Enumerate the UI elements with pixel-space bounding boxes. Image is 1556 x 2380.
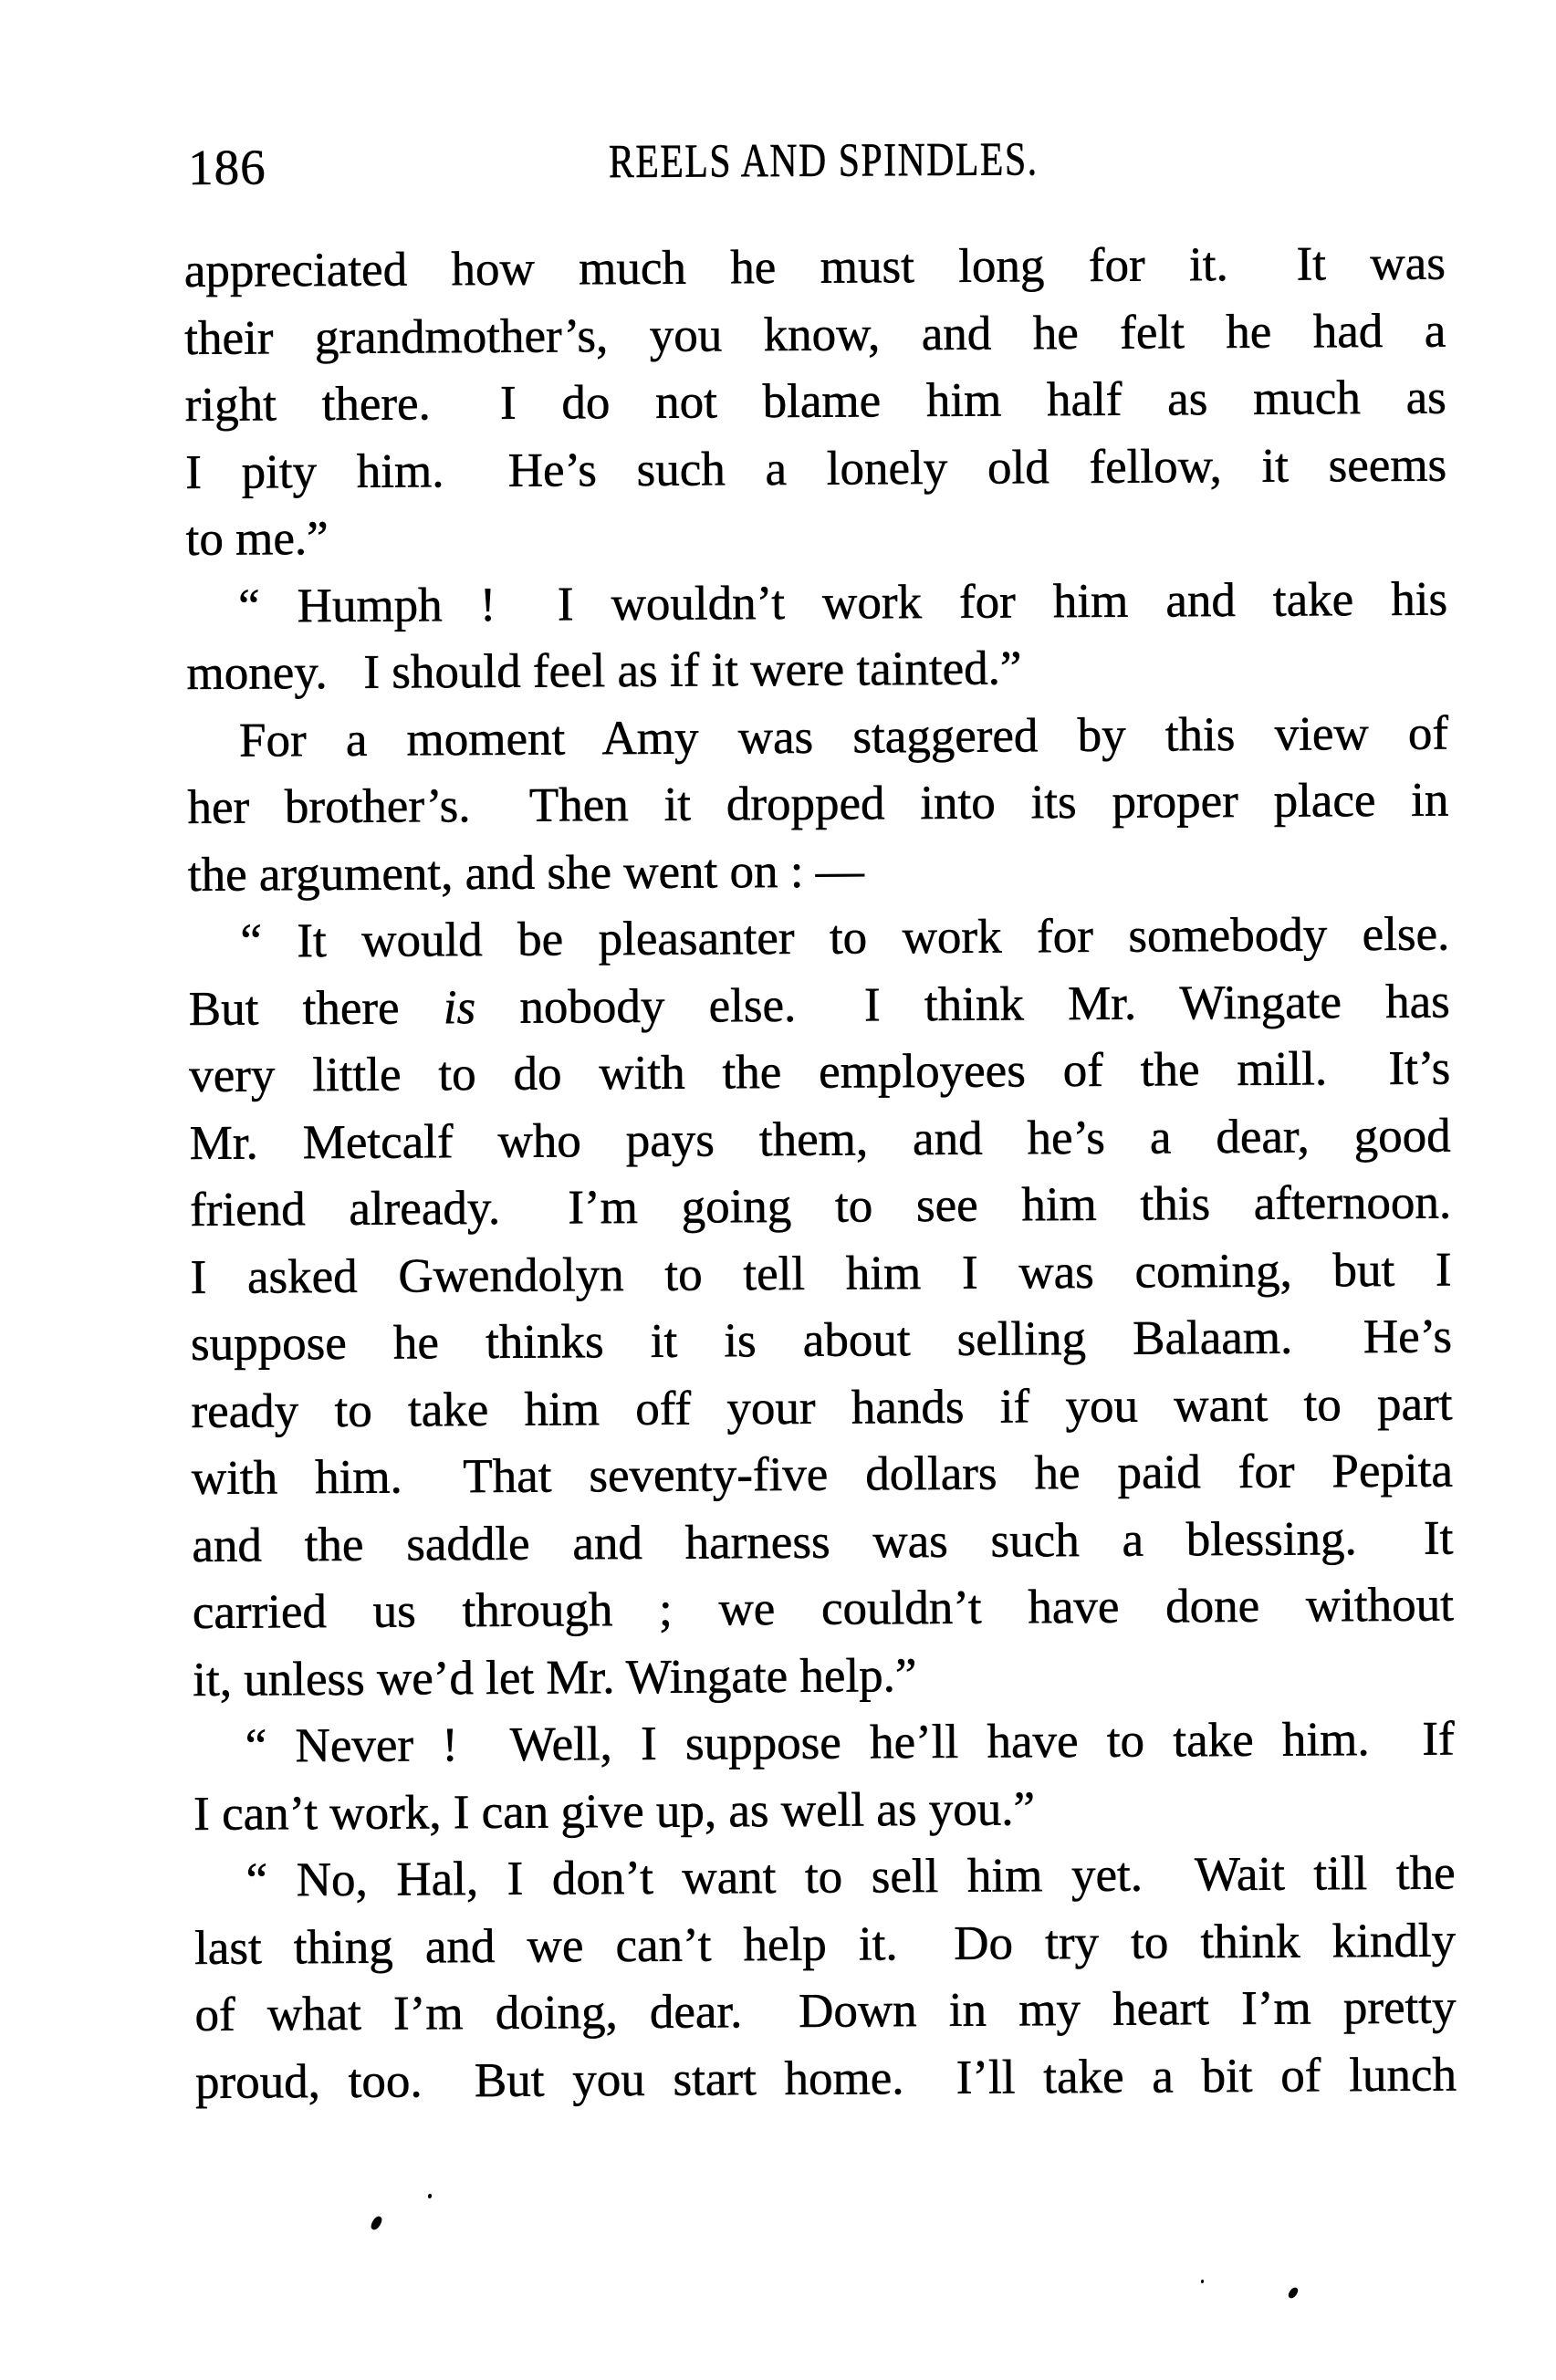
text-line [193,1841,1455,1915]
text-line [184,298,1446,372]
text-line [189,1036,1450,1111]
line-text: appreciated how much he must long for it. It was [183,236,1446,298]
line-text: the argument, and she went on : — [187,843,864,902]
line-text: ready to take him off your hands if you want to part [191,1377,1453,1438]
line-text: money. I should feel as if it were tainted.” [186,642,1022,701]
line-text: friend already. I’m going to see him this afternoon. [189,1175,1452,1237]
line-text: nobody else. I think Mr. Wingate has [475,975,1450,1034]
line-text: But there [188,980,444,1036]
line-text: Mr. Metcalf who pays them, and he’s a dear, good [189,1109,1451,1170]
scan-speck [1201,2280,1204,2283]
line-text: carried us through ; we couldn’t have done without [192,1578,1455,1639]
text-line [187,700,1448,775]
line-text: her brother’s. Then it dropped into its proper place in [187,773,1449,835]
line-text: “ It would be pleasanter to work for somebody else. [240,907,1450,968]
line-text: I can’t work, I can give up, as well as you.” [193,1781,1036,1841]
text-line [185,499,1446,574]
line-text: right there. I do not blame him half as much as [184,371,1446,433]
line-text: suppose he thinks it is about selling Balaam. He’s [190,1310,1453,1371]
text-line [192,1505,1453,1580]
text-line [190,1237,1451,1311]
italic-word: is [443,980,476,1034]
text-line [184,231,1446,306]
text-line [194,1907,1456,1982]
line-text: of what I’m doing, dear. Down in my heart I’m pretty [194,1980,1457,2041]
line-text: I pity him. He’s such a lonely old fellow, it seems [185,438,1447,499]
text-line [189,1102,1450,1177]
line-text: “ Humph ! I wouldn’t work for him and take his [237,572,1448,633]
line-text: very little to do with the employees of the mill. It’s [189,1041,1451,1103]
text-line [185,432,1446,506]
line-text: their grandmother’s, you know, and he felt he had a [184,304,1446,365]
line-text: it, unless we’d let Mr. Wingate help.” [193,1648,917,1707]
text-line [195,2041,1457,2116]
text-line [194,1975,1456,2050]
text-line [186,633,1447,708]
line-text: “ No, Hal, I don’t want to sell him yet. Wait till the [245,1846,1456,1907]
text-line [188,834,1449,909]
line-text: “ Never ! Well, I suppose he’ll have to take him. If [245,1712,1455,1773]
text-line [185,365,1446,440]
text-line [189,968,1450,1043]
text-line [193,1572,1454,1647]
line-text: with him. That seventy-five dollars he paid for Pepita [191,1444,1454,1505]
page-body [184,231,1457,2116]
text-line [192,1438,1453,1513]
text-line [191,1371,1452,1446]
scan-speck [428,2194,432,2198]
line-text: and the saddle and harness was such a blessing. It [192,1511,1454,1572]
line-text: I asked Gwendolyn to tell him I was coming, but I [190,1243,1452,1304]
text-line [186,566,1447,641]
running-title: REELS AND SPINDLES. [608,133,1039,189]
text-line [193,1773,1455,1848]
text-line [191,1304,1452,1379]
text-line [193,1639,1454,1714]
text-line [188,902,1449,976]
line-text: to me.” [185,512,329,567]
page-number: 186 [187,139,266,195]
text-line [190,1170,1451,1245]
line-text: proud, too. But you start home. I’ll take a bit of lunch [194,2048,1457,2109]
line-text: For a moment Amy was staggered by this view of [238,706,1449,767]
text-line [193,1707,1455,1781]
running-title-wrap [183,133,1463,189]
line-text: last thing and we can’t help it. Do try to think kindly [193,1914,1457,1975]
text-line [187,767,1448,842]
page-header [0,0,1549,195]
